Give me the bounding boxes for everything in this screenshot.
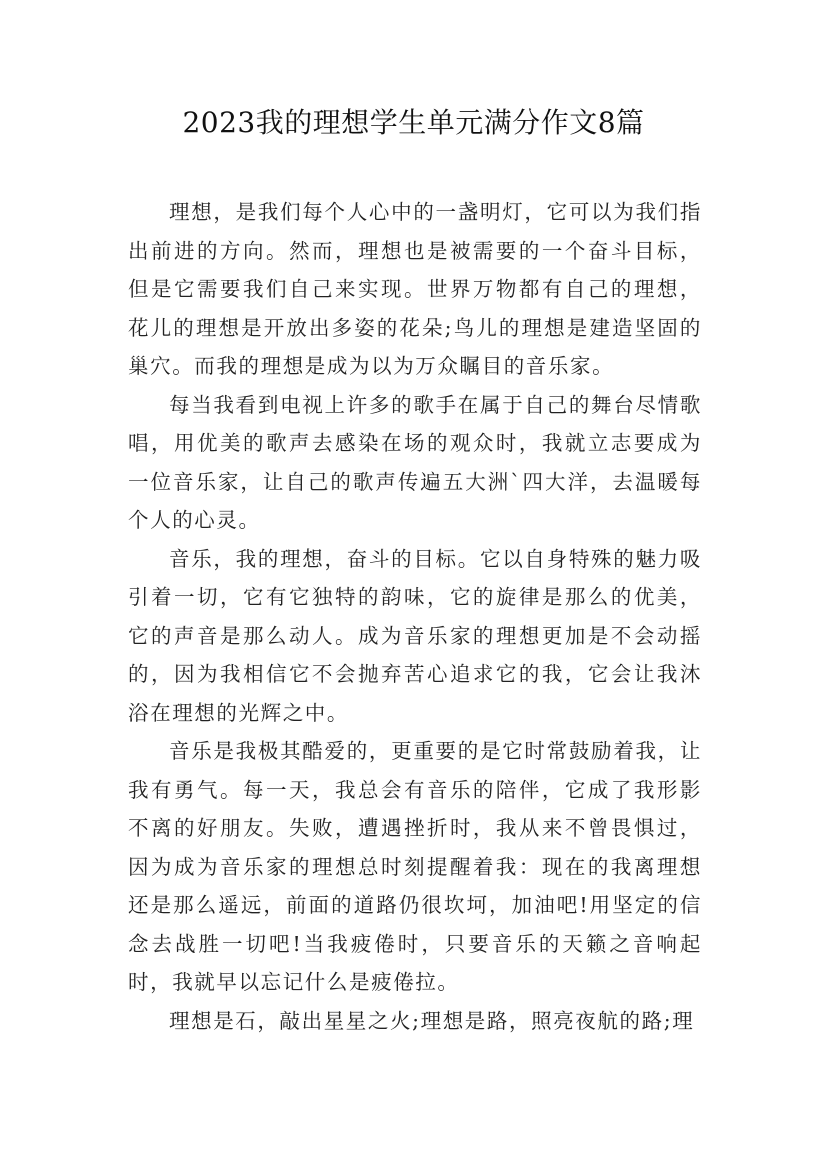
document-body (128, 193, 702, 1040)
document-title: 2023我的理想学生单元满分作文8篇 (182, 106, 645, 139)
paragraph: 每当我看到电视上许多的歌手在属于自己的舞台尽情歌唱，用优美的歌声去感染在场的观众时，我就立志要成为一位音乐家，让自己的歌声传遍五大洲`四大洋，去温暖每个人的心灵。 (128, 392, 702, 532)
paragraph: 音乐是我极其酷爱的，更重要的是它时常鼓励着我，让我有勇气。每一天，我总会有音乐的陪伴，它成了我形影不离的好朋友。失败，遭遇挫折时，我从来不曾畏惧过，因为成为音乐家的理想总时刻提醒着我：现在的我离理想还是那么遥远，前面的道路仍很坎坷，加油吧!用坚定的信念去战胜一切吧!当我疲倦时，只要音乐的天籁之音响起时，我就早以忘记什么是疲倦拉。 (128, 739, 702, 994)
paragraph: 理想是石，敲出星星之火;理想是路，照亮夜航的路;理 (169, 1008, 695, 1033)
paragraph: 理想，是我们每个人心中的一盏明灯，它可以为我们指出前进的方向。然而，理想也是被需要的一个奋斗目标，但是它需要我们自己来实现。世界万物都有自己的理想，花儿的理想是开放出多姿的花朵;鸟儿的理想是建造坚固的巢穴。而我的理想是成为以为万众瞩目的音乐家。 (128, 200, 702, 378)
paragraph: 音乐，我的理想，奋斗的目标。它以自身特殊的魅力吸引着一切，它有它独特的韵味，它的旋律是那么的优美，它的声音是那么动人。成为音乐家的理想更加是不会动摇的，因为我相信它不会抛弃苦心追求它的我，它会让我沐浴在理想的光辉之中。 (128, 546, 702, 725)
